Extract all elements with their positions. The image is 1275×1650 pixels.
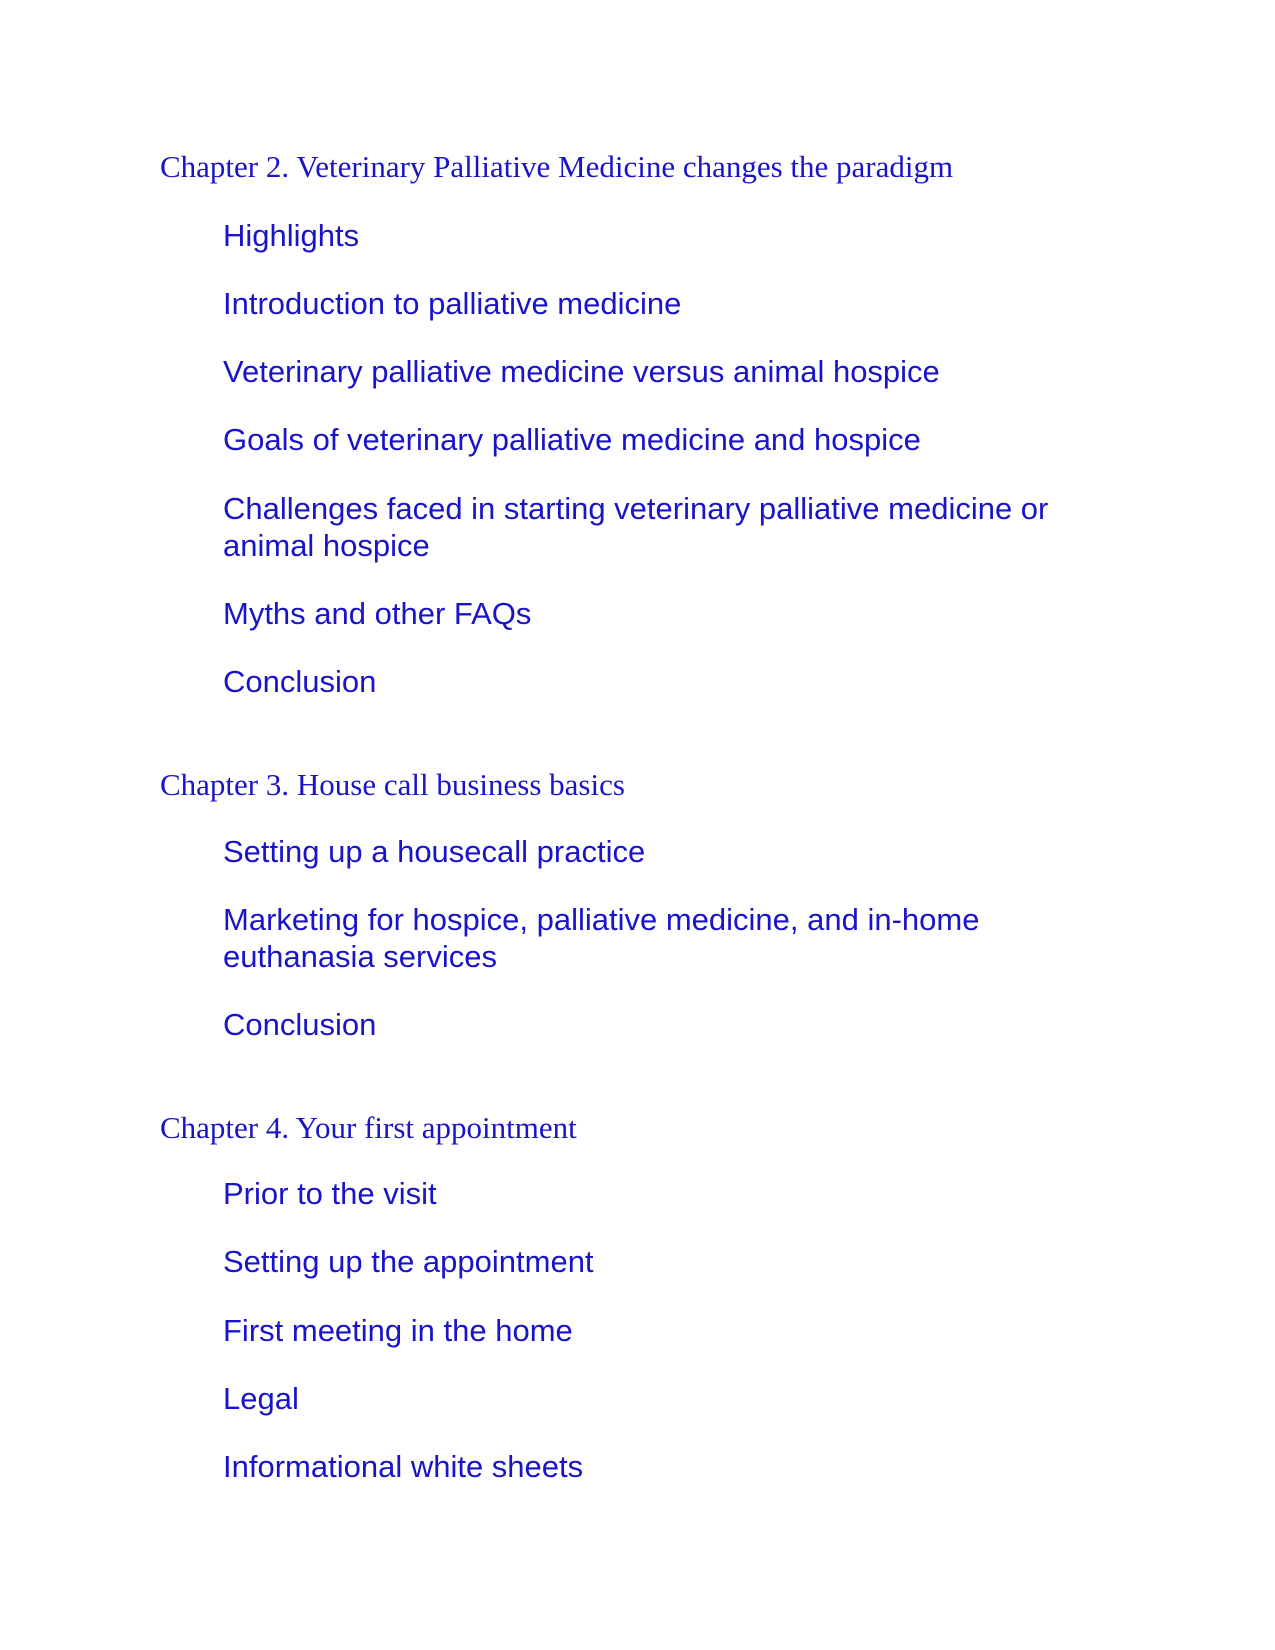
chapter-heading[interactable]: Chapter 3. House call business basics	[160, 767, 625, 802]
toc-link-myths-faqs[interactable]: Myths and other FAQs	[223, 596, 532, 631]
toc-link-white-sheets[interactable]: Informational white sheets	[223, 1449, 584, 1484]
toc-link-challenges[interactable]: Challenges faced in starting veterinary palliative medicine or animal hospice	[223, 491, 1049, 563]
toc-link-conclusion[interactable]: Conclusion	[223, 1007, 377, 1042]
toc-link-vet-vs-hospice[interactable]: Veterinary palliative medicine versus animal hospice	[223, 354, 940, 389]
toc-link-housecall-practice[interactable]: Setting up a housecall practice	[223, 834, 646, 869]
toc-link-introduction[interactable]: Introduction to palliative medicine	[223, 286, 682, 321]
toc-link-goals[interactable]: Goals of veterinary palliative medicine and hospice	[223, 422, 921, 457]
toc-link-first-meeting[interactable]: First meeting in the home	[223, 1313, 573, 1348]
toc-link-highlights[interactable]: Highlights	[223, 218, 360, 253]
chapter-heading[interactable]: Chapter 4. Your first appointment	[160, 1110, 577, 1145]
toc-link-setting-up-appointment[interactable]: Setting up the appointment	[223, 1244, 594, 1279]
toc-link-prior-to-visit[interactable]: Prior to the visit	[223, 1176, 437, 1211]
toc-link-conclusion[interactable]: Conclusion	[223, 664, 377, 699]
toc-link-legal[interactable]: Legal	[223, 1381, 299, 1416]
chapter-heading[interactable]: Chapter 2. Veterinary Palliative Medicine changes the paradigm	[160, 149, 954, 184]
toc-link-marketing[interactable]: Marketing for hospice, palliative medicine, and in-home euthanasia services	[223, 902, 980, 974]
